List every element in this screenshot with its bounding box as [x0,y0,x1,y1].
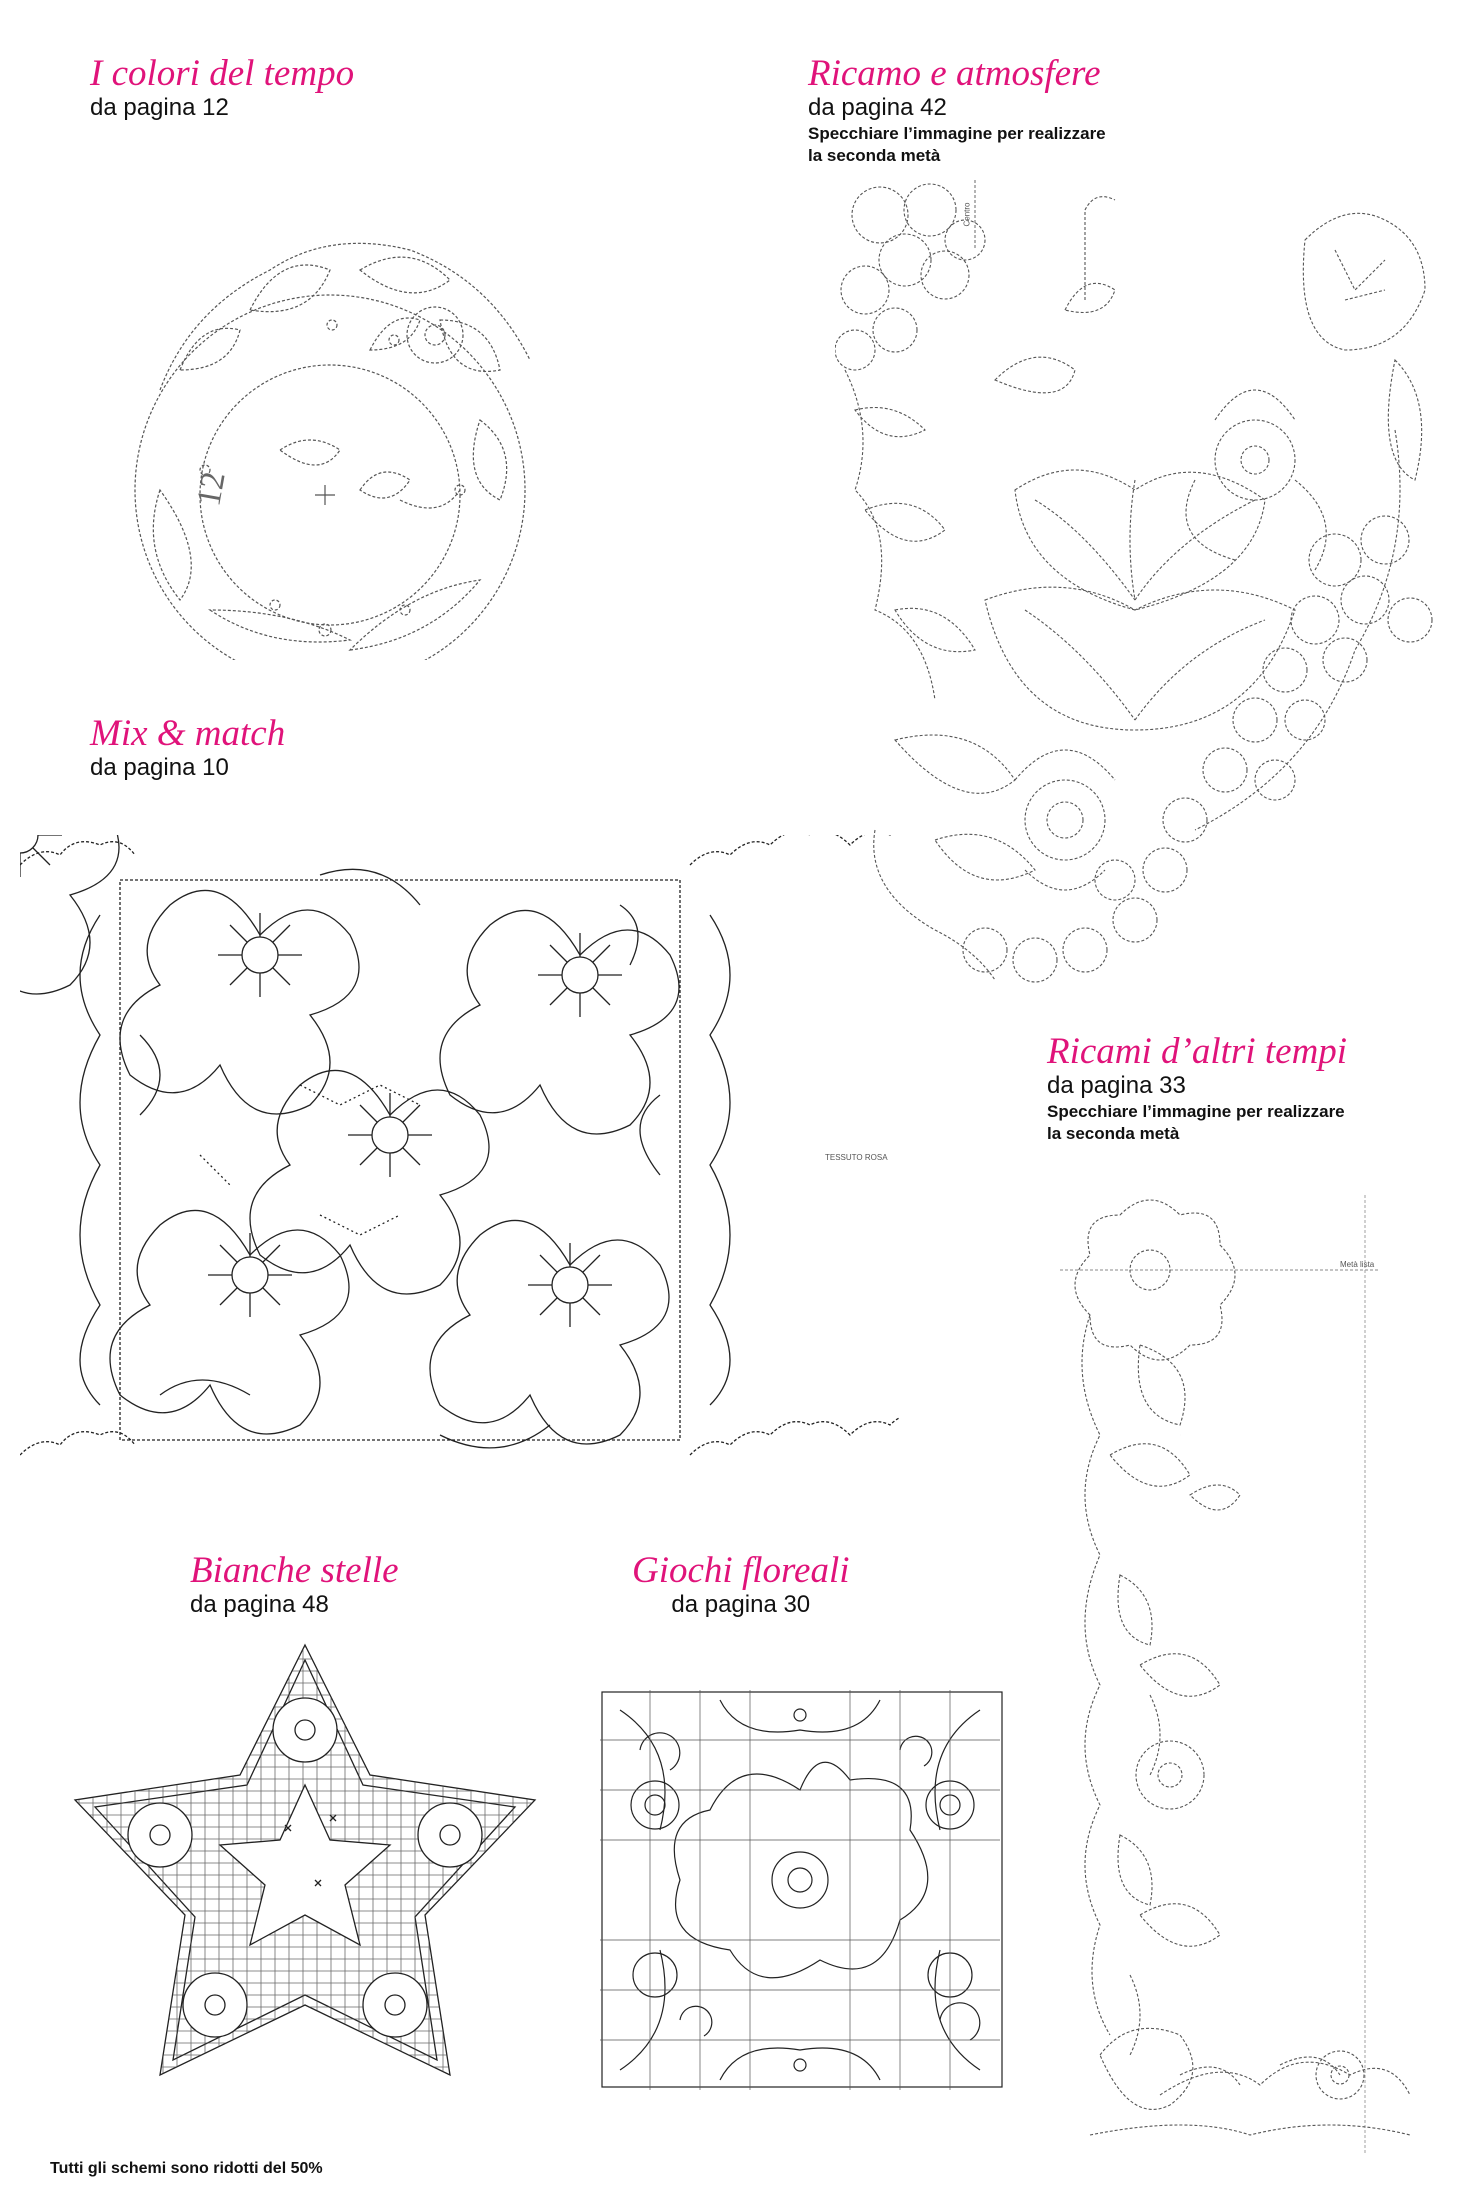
section-title: I colori del tempo [90,53,355,94]
section-note: Specchiare l’immagine per realizzare [1047,1101,1345,1121]
section-title: Bianche stelle [190,1550,399,1591]
meta-lista-label: Metà lista [1340,1260,1375,1269]
section-page-ref: da pagina 30 [671,1590,811,1618]
section-page-ref: da pagina 33 [1047,1071,1186,1099]
footer-note: Tutti gli schemi sono ridotti del 50% [50,2160,323,2177]
section-note: la seconda metà [808,145,941,165]
section-note: la seconda metà [1047,1123,1180,1143]
section-title: Ricamo e atmosfere [808,53,1101,94]
section-giochi [632,1552,850,1620]
tessuto-label: TESSUTO ROSA [825,1153,888,1162]
section-colori [90,55,354,123]
centro-label: Centro [962,202,972,227]
section-ricamo [808,55,1106,167]
mix-match-pattern [20,835,900,1465]
giochi-floreali-pattern [600,1690,1005,2090]
section-page-ref: da pagina 42 [808,93,947,121]
section-stelle [190,1552,399,1620]
section-page-ref: da pagina 12 [90,93,229,121]
clock-numeral: 12 [190,468,233,509]
altri-tempi-pattern [1060,1195,1430,2170]
section-title: Mix & match [90,713,286,754]
section-mix [90,715,285,783]
section-page-ref: da pagina 48 [190,1590,329,1618]
bianche-stelle-pattern [65,1635,545,2095]
section-altri [1047,1033,1347,1145]
wreath-pattern [100,190,560,660]
ricamo-pattern [835,180,1450,1000]
section-page-ref: da pagina 10 [90,753,229,781]
section-title: Giochi floreali [632,1550,850,1591]
section-note: Specchiare l’immagine per realizzare [808,123,1106,143]
section-title: Ricami d’altri tempi [1047,1031,1348,1072]
